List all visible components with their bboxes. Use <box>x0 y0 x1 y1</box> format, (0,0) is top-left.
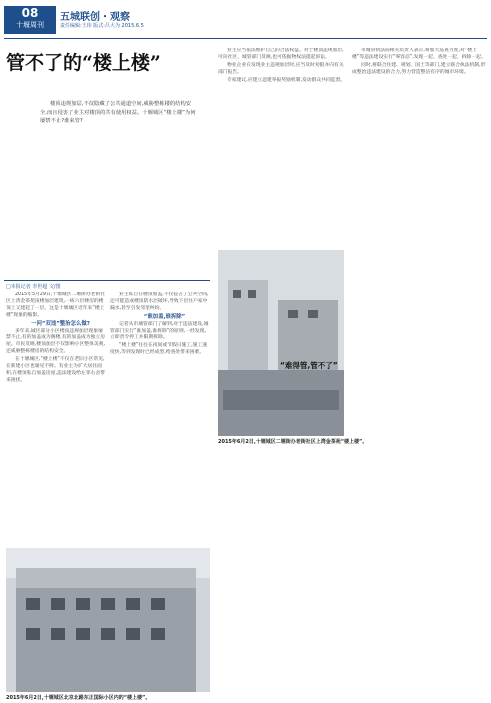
paragraph: 同时,将联合住建、规划、国土等部门,建立联合执法机制,形成整治违法建设的合力,努力营造整洁有序的城市环境。 <box>352 62 486 75</box>
publication-name: 十堰周刊 <box>16 21 44 29</box>
paragraph: 市城管执法局相关负责人表示,将加大巡查力度,对“楼上楼”等违法建设实行“零容忍”,发现一起、查处一起、拆除一起。 <box>352 48 486 60</box>
photo-rooftop-2 <box>6 548 210 692</box>
article-column-4 <box>352 48 486 348</box>
editor-line: 责任编辑:王玮 版式:吕大为 2015.6.5 <box>60 23 144 29</box>
photo-rooftop-1 <box>218 250 344 436</box>
page-badge <box>4 6 56 34</box>
paragraph: 2015年5月29日,十堰城区二堰街办老街社区上湾金茶苑顶楼加层建筑,一栋六层楼房的楼顶上又建起了一层。这是十堰城区近年来“楼上楼”现象的缩影。 <box>6 292 106 318</box>
section-title: 五城联创・观察 <box>60 12 130 23</box>
paragraph: 记者从市城管部门了解到,对于违法建设,城管部门实行“谁加盖,谁拆除”的原则,一经发现,立即责令停工并限期拆除。 <box>110 321 209 341</box>
subhead: 一问“双违”整治怎么做? <box>31 320 90 327</box>
paragraph: 在十堰城区,“楼上楼”不仅在老旧小区常见,在新建小区也屡见不鲜。有业主为扩大居住面积,在楼顶私自加盖房屋,违法建设给左邻右舍带来困扰。 <box>6 357 105 383</box>
paragraph: 专家建议,应建立违建举报奖励机制,发动群众共同监督。 <box>227 77 346 83</box>
headline: 管不了的“楼上楼” <box>6 52 161 74</box>
article-column-2 <box>110 292 210 542</box>
photo-caption-1: 2015年6月2日,十堰城区二堰街办老街社区上湾金茶苑“楼上楼”。 <box>218 439 368 445</box>
rooftop-illustration <box>218 250 344 436</box>
article-column-3 <box>218 48 346 248</box>
lead-paragraph: 楼顶违规加层,不仅隐藏了公共通道空间,威胁整栋楼的结构安全,而且侵害了业主对楼顶的共有使用权益。十堰城区“楼上楼”为何屡禁不止?谁来管? <box>40 101 196 125</box>
page-number: 08 <box>21 6 39 20</box>
paragraph: 业主私自在楼顶加盖,不仅侵占了公共空间,还可能造成楼顶防水层破坏,导致下层住户家中漏水,甚至引发邻里纠纷。 <box>110 292 209 311</box>
header-rule <box>4 38 487 39</box>
paragraph: 业主应当依法维护自己的合法权益。对于楼顶违规加层,可向社区、城管部门反映,也可依据物权法提起诉讼。 <box>218 48 344 60</box>
paragraph: 物业企业在发现业主违规加层时,应当及时劝阻并向有关部门报告。 <box>218 62 344 75</box>
byline: □本报记者 李世超 文/图 <box>6 284 61 290</box>
subhead: “谁加盖,谁拆除” <box>143 313 186 320</box>
byline-rule <box>4 280 210 281</box>
subhead: “难得管,管不了” <box>280 361 338 370</box>
paragraph: 多年来,城区部分小区楼顶违规加层现象屡禁不止,有的加盖成为阁楼,有的加盖成为独立房屋。市民反映,楼顶加层不仅影响小区整体美观,还威胁整栋楼房的结构安全。 <box>6 328 105 355</box>
paragraph: “楼上楼”往往在夜间或节假日施工,施工速度快,等到发现时已经成型,给查处带来困难。 <box>110 343 208 356</box>
rooftop-illustration <box>6 548 210 692</box>
photo-caption-2: 2015年6月2日,十堰城区北京北路东正国际小区内的“楼上楼”。 <box>6 695 151 701</box>
article-column-1 <box>6 292 106 542</box>
